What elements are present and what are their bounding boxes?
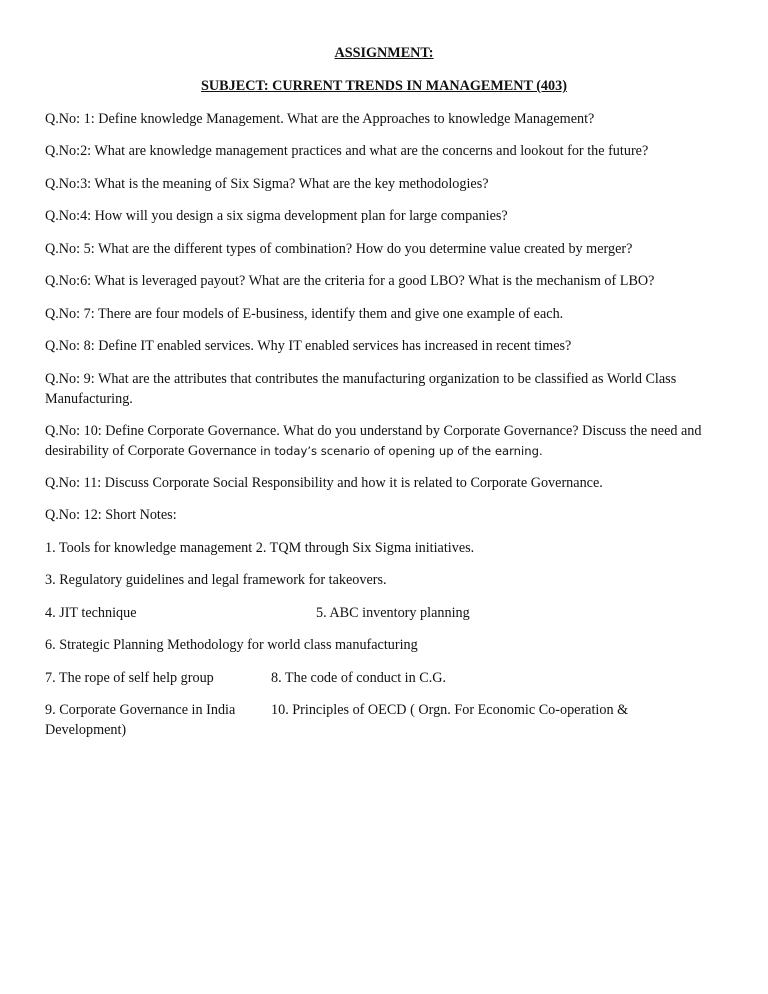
question-11: Q.No: 11: Discuss Corporate Social Responsibility and how it is related to Corporate Governance. (45, 475, 603, 491)
question-7: Q.No: 7: There are four models of E-business, identify them and give one example of each. (45, 306, 564, 322)
short-note-8: 8. The code of conduct in C.G. (271, 670, 447, 686)
short-note-row-5 (45, 669, 725, 689)
short-note-2: 2. TQM through Six Sigma initiatives. (255, 540, 475, 556)
assignment-title: ASSIGNMENT: (334, 45, 434, 61)
short-note-10: 10. Principles of OECD ( Orgn. For Economic Co-operation & (271, 702, 629, 718)
short-note-row-6 (45, 701, 725, 721)
short-note-1: 1. Tools for knowledge management (45, 540, 253, 556)
question-4: Q.No:4: How will you design a six sigma development plan for large companies? (45, 208, 508, 224)
short-note-10-continuation: Development) (45, 722, 127, 738)
short-note-row-3 (45, 604, 725, 624)
short-note-9: 9. Corporate Governance in India (45, 702, 236, 718)
question-2: Q.No:2: What are knowledge management practices and what are the concerns and lookout for the future? (45, 143, 649, 159)
short-note-7: 7. The rope of self help group (45, 670, 214, 686)
question-10 (45, 422, 725, 461)
question-6: Q.No:6: What is leveraged payout? What are the criteria for a good LBO? What is the mechanism of LBO? (45, 273, 655, 289)
question-10-sans-text: in today’s scenario of opening up of the earning. (260, 443, 543, 458)
question-1: Q.No: 1: Define knowledge Management. What are the Approaches to knowledge Management? (45, 111, 595, 127)
question-8: Q.No: 8: Define IT enabled services. Why IT enabled services has increased in recent times? (45, 338, 572, 354)
question-12: Q.No: 12: Short Notes: (45, 507, 177, 523)
short-note-3: 3. Regulatory guidelines and legal framework for takeovers. (45, 572, 387, 588)
short-note-row-1 (45, 539, 725, 559)
short-note-6: 6. Strategic Planning Methodology for world class manufacturing (45, 637, 418, 653)
short-note-5: 5. ABC inventory planning (316, 605, 470, 621)
short-note-4: 4. JIT technique (45, 605, 137, 621)
question-10-text: Q.No: 10: Define Corporate Governance. What do you understand by Corporate Governance? Discuss the need and desirability of Corporate Governance (45, 423, 702, 459)
question-5: Q.No: 5: What are the different types of combination? How do you determine value created by merger? (45, 241, 633, 257)
question-3: Q.No:3: What is the meaning of Six Sigma? What are the key methodologies? (45, 176, 489, 192)
subject-title: SUBJECT: CURRENT TRENDS IN MANAGEMENT (403) (201, 78, 567, 94)
question-9: Q.No: 9: What are the attributes that contributes the manufacturing organization to be classified as World Class Manufacturing. (45, 371, 677, 407)
